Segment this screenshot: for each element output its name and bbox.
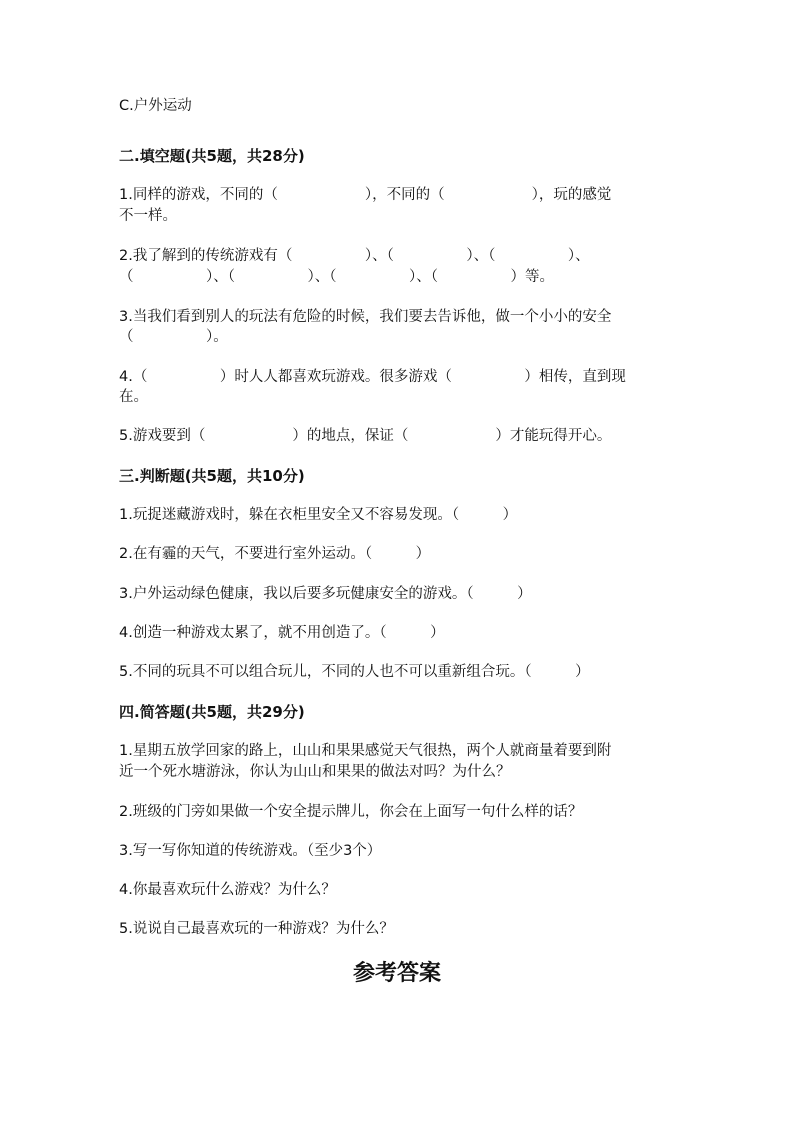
fill-question-1-line-2: 不一样。 — [119, 208, 177, 224]
judge-question-2: 2.在有霾的天气，不要进行室外运动。（ ） — [119, 546, 431, 562]
fill-question-4-line-1: 4.（ ）时人人都喜欢玩游戏。很多游戏（ ）相传，直到现 — [119, 369, 626, 385]
judge-question-5: 5.不同的玩具不可以组合玩儿，不同的人也不可以重新组合玩。（ ） — [119, 664, 590, 680]
fill-question-2-line-1: 2.我了解到的传统游戏有（ ）、（ ）、（ ）、 — [119, 248, 590, 264]
section-heading-short-answer: 四.简答题(共5题，共29分) — [119, 703, 305, 721]
judge-question-3: 3.户外运动绿色健康，我以后要多玩健康安全的游戏。（ ） — [119, 586, 532, 602]
judge-question-4: 4.创造一种游戏太累了，就不用创造了。（ ） — [119, 625, 445, 641]
section-heading-fill-blank: 二.填空题(共5题，共28分) — [119, 147, 305, 165]
short-question-1-line-1: 1.星期五放学回家的路上，山山和果果感觉天气很热，两个人就商量着要到附 — [119, 743, 612, 759]
fill-question-2-line-2: （ ）、（ ）、（ ）、（ ）等。 — [119, 269, 554, 285]
fill-question-4-line-2: 在。 — [119, 389, 148, 405]
short-question-4: 4.你最喜欢玩什么游戏？为什么？ — [119, 882, 336, 898]
fill-question-3-line-1: 3.当我们看到别人的玩法有危险的时候，我们要去告诉他，做一个小小的安全 — [119, 309, 612, 325]
fill-question-3-line-2: （ ）。 — [119, 329, 228, 345]
fill-question-1-line-1: 1.同样的游戏，不同的（ ），不同的（ ），玩的感觉 — [119, 187, 612, 203]
short-question-3: 3.写一写你知道的传统游戏。（至少3个） — [119, 843, 382, 859]
short-question-1-line-2: 近一个死水塘游泳，你认为山山和果果的做法对吗？为什么？ — [119, 764, 511, 780]
short-question-5: 5.说说自己最喜欢玩的一种游戏？为什么？ — [119, 921, 394, 937]
option-c: C.户外运动 — [119, 98, 192, 114]
fill-question-5: 5.游戏要到（ ）的地点，保证（ ）才能玩得开心。 — [119, 428, 612, 444]
answer-key-title: 参考答案 — [352, 960, 441, 986]
short-question-2: 2.班级的门旁如果做一个安全提示牌儿，你会在上面写一句什么样的话？ — [119, 804, 583, 820]
section-heading-true-false: 三.判断题(共5题，共10分) — [119, 467, 305, 485]
judge-question-1: 1.玩捉迷藏游戏时，躲在衣柜里安全又不容易发现。（ ） — [119, 507, 518, 523]
